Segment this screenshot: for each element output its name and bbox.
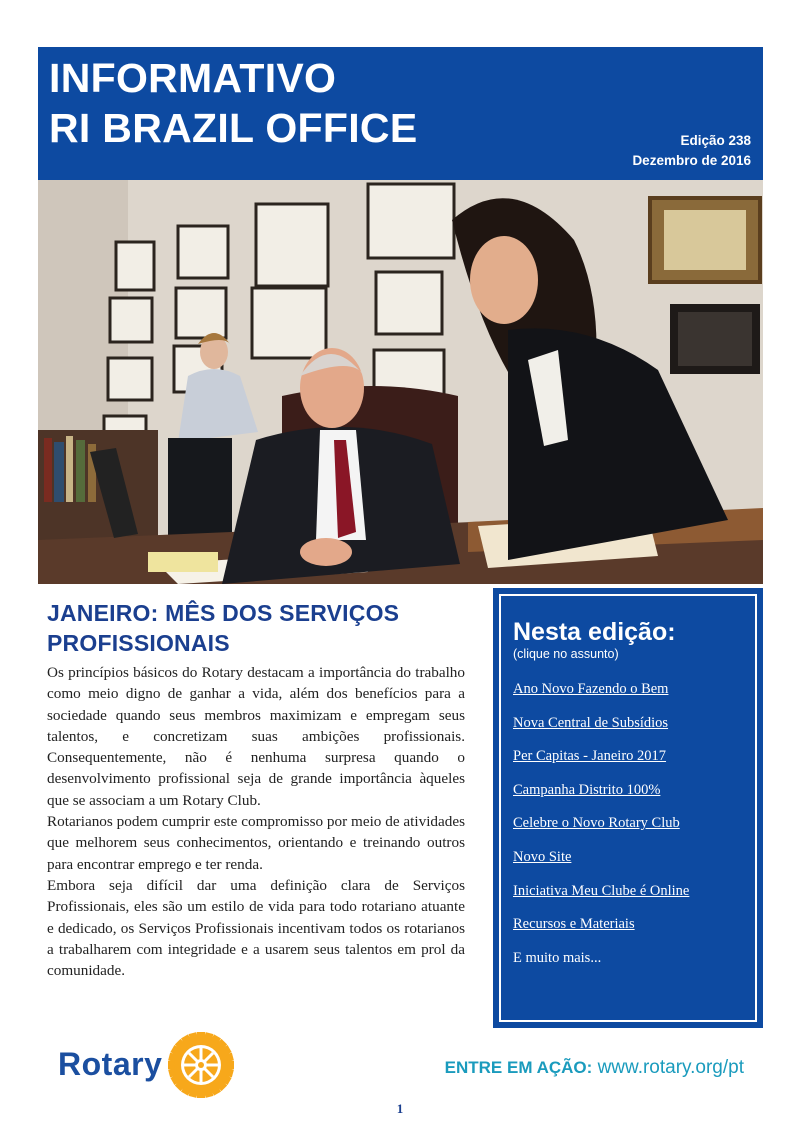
link-meu-clube-online[interactable]: Iniciativa Meu Clube é Online <box>513 882 690 899</box>
edition-info <box>632 131 751 171</box>
contents-item <box>513 680 743 698</box>
link-novo-site[interactable]: Novo Site <box>513 848 572 865</box>
link-novo-rotary-club[interactable]: Celebre o Novo Rotary Club <box>513 815 680 832</box>
office-photo <box>38 180 763 584</box>
page-number: 1 <box>396 1101 404 1116</box>
newsletter-title <box>49 53 417 153</box>
call-to-action <box>445 1057 744 1079</box>
contents-item <box>513 915 743 933</box>
rotary-wheel-icon <box>168 1032 234 1098</box>
contents-more: E muito mais... <box>513 949 602 966</box>
contents-item <box>513 814 743 832</box>
title-line-1: INFORMATIVO <box>49 55 337 101</box>
rotary-logo[interactable] <box>58 1032 238 1098</box>
edition-date: Dezembro de 2016 <box>632 153 751 168</box>
link-recursos-materiais[interactable]: Recursos e Materiais <box>513 916 635 933</box>
masthead <box>38 47 763 180</box>
link-campanha-distrito[interactable]: Campanha Distrito 100% <box>513 781 661 798</box>
article-paragraph-3: Embora seja difícil dar uma definição clara de Serviços Profissionais, eles são um estilo de vida para todo rotariano atuante e dedicado, os Serviços Profissionais incentivam todos os rotarianos a trabalharem com integridade e a usarem seus talentos em prol da comunidade. <box>47 876 465 980</box>
article-paragraph-1: Os princípios básicos do Rotary destacam a importância do trabalho como meio digno de ganhar a vida, além dos benefícios para a sociedade quando seus membros maximizam e empregam seus talentos, e concretizam suas ambições profissionais. Consequentemente, não é nenhuma surpresa quando o desenvolvimento profissional seja de grande importância àqueles que se associam a um Rotary Club. <box>47 664 465 809</box>
edition-number: Edição 238 <box>680 133 751 148</box>
title-line-2: RI BRAZIL OFFICE <box>49 105 418 151</box>
rotary-wordmark: Rotary <box>58 1046 163 1082</box>
contents-list <box>513 680 743 967</box>
link-central-subsidios[interactable]: Nova Central de Subsídios <box>513 714 669 731</box>
contents-item <box>513 781 743 799</box>
link-ano-novo[interactable]: Ano Novo Fazendo o Bem <box>513 681 669 697</box>
contents-box <box>493 588 763 1028</box>
link-per-capitas[interactable]: Per Capitas - Janeiro 2017 <box>513 748 667 765</box>
contents-item <box>513 848 743 866</box>
contents-heading: Nesta edição: <box>513 618 676 646</box>
contents-item <box>513 882 743 900</box>
contents-item <box>513 747 743 765</box>
cta-lead: ENTRE EM AÇÃO: <box>444 1058 593 1077</box>
article <box>47 598 465 981</box>
article-title: JANEIRO: MÊS DOS SERVIÇOS PROFISSIONAIS <box>47 600 400 656</box>
article-paragraph-2: Rotarianos podem cumprir este compromisso por meio de atividades que melhorem seus conhecimentos, orientando e treinando outros para encontrar emprego e ter renda. <box>47 813 465 873</box>
rotary-site-link[interactable]: www.rotary.org/pt <box>597 1057 744 1078</box>
contents-hint: (clique no assunto) <box>513 647 619 661</box>
contents-item <box>513 714 743 732</box>
contents-box-inner <box>499 594 757 1022</box>
office-scene-illustration <box>38 180 763 584</box>
